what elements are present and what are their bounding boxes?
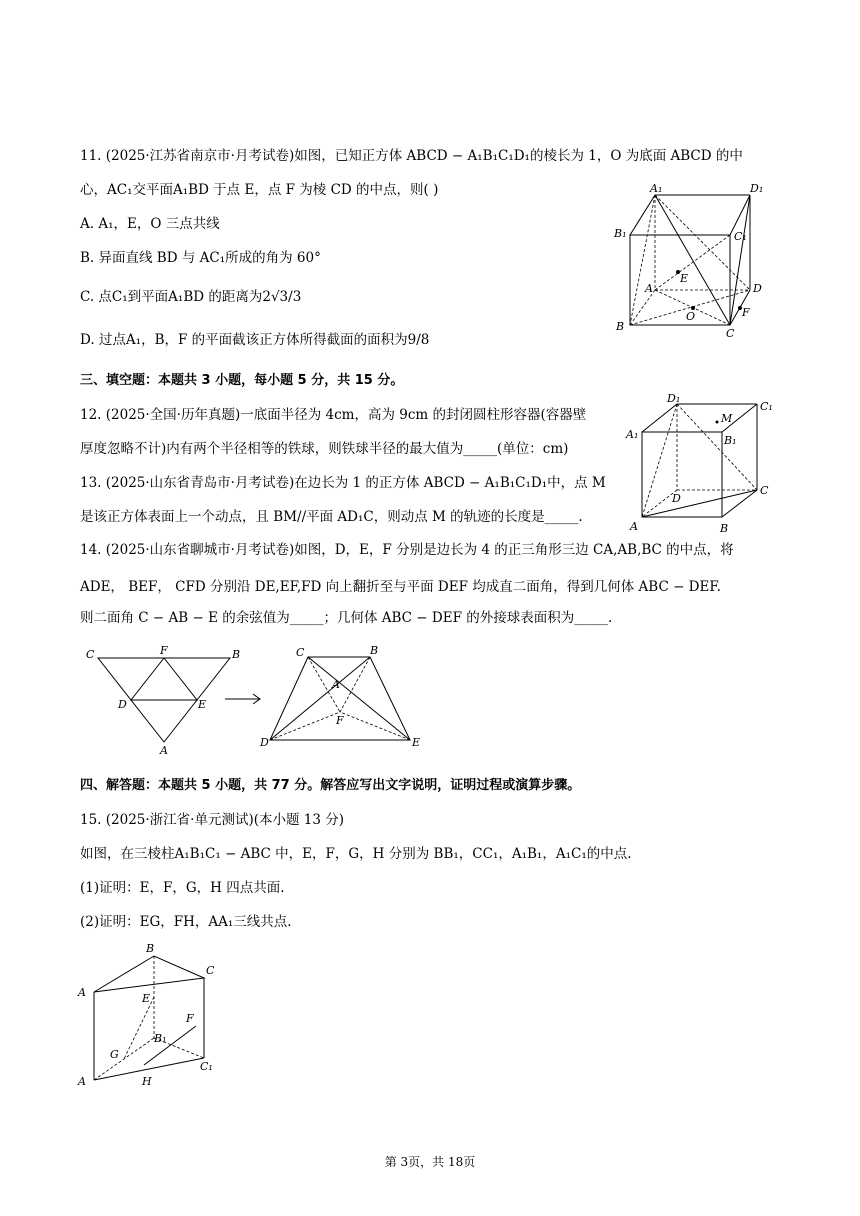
q11-line2: 心，AC₁交平面A₁BD 于点 E，点 F 为棱 CD 的中点，则( ): [80, 182, 439, 198]
svg-text:F: F: [336, 714, 344, 727]
svg-text:B₁: B₁: [154, 1032, 167, 1045]
svg-text:M: M: [721, 412, 733, 425]
svg-text:A: A: [160, 744, 168, 757]
svg-text:E: E: [142, 992, 151, 1005]
q13-line2: 是该正方体表面上一个动点，且 BM//平面 AD₁C，则动点 M 的轨迹的长度是_____.: [80, 509, 583, 525]
svg-text:B: B: [720, 522, 729, 535]
q14-folding-figure: [80, 642, 420, 757]
svg-text:C₁: C₁: [760, 400, 773, 413]
svg-text:C: C: [86, 648, 95, 661]
svg-text:A: A: [78, 1075, 86, 1088]
q14-line1: 14. (2025·山东省聊城市·月考试卷)如图，D，E，F 分别是边长为 4 的正三角形三边 CA,AB,BC 的中点，将: [80, 542, 734, 558]
svg-text:D₁: D₁: [750, 182, 764, 195]
svg-text:A₁: A₁: [650, 182, 663, 195]
svg-text:C: C: [206, 964, 215, 977]
q14-line2: ADE， BEF， CFD 分别沿 DE,EF,FD 向上翻折至与平面 DEF 均成直二面角，得到几何体 ABC − DEF.: [80, 579, 721, 595]
section3-heading: 三、填空题：本题共 3 小题，每小题 5 分，共 15 分。: [80, 373, 404, 388]
svg-text:D: D: [672, 492, 681, 505]
q15-line2: 如图，在三棱柱A₁B₁C₁ − ABC 中，E，F，G，H 分别为 BB₁，CC₁，A₁B₁，A₁C₁的中点.: [80, 846, 632, 862]
q11-option-c: C. 点C₁到平面A₁BD 的距离为2√3/3: [80, 289, 302, 305]
q15-line4: (2)证明：EG，FH，AA₁三线共点.: [80, 914, 292, 930]
svg-text:A: A: [78, 986, 86, 999]
q15-line3: (1)证明：E，F，G，H 四点共面.: [80, 880, 285, 896]
svg-text:B₁: B₁: [614, 227, 627, 240]
svg-text:A₁: A₁: [626, 428, 639, 441]
q12-line1: 12. (2025·全国·历年真题)一底面半径为 4cm，高为 9cm 的封闭圆柱形容器(容器壁: [80, 407, 587, 423]
svg-text:B₁: B₁: [724, 434, 737, 447]
q11-option-b: B. 异面直线 BD 与 AC₁所成的角为 60°: [80, 250, 321, 266]
svg-text:D₁: D₁: [667, 392, 681, 405]
svg-text:F: F: [186, 1012, 194, 1025]
svg-text:C₁: C₁: [734, 230, 747, 243]
svg-text:B: B: [146, 942, 155, 955]
q11-cube-figure: [610, 180, 770, 340]
svg-text:E: E: [412, 736, 420, 749]
svg-text:C₁: C₁: [200, 1060, 213, 1073]
svg-text:B: B: [370, 644, 379, 657]
svg-text:B: B: [616, 320, 625, 333]
svg-text:O: O: [686, 310, 696, 323]
q15-line1: 15. (2025·浙江省·单元测试)(本小题 13 分): [80, 812, 345, 828]
q15-prism-figure: [76, 940, 236, 1090]
svg-text:E: E: [680, 272, 689, 285]
svg-text:C: C: [760, 484, 769, 497]
svg-text:F: F: [742, 306, 750, 319]
svg-text:F: F: [160, 644, 168, 657]
svg-text:D: D: [260, 736, 269, 749]
q13-line1: 13. (2025·山东省青岛市·月考试卷)在边长为 1 的正方体 ABCD − A₁B₁C₁D₁中，点 M: [80, 475, 606, 491]
svg-text:A: A: [332, 678, 340, 691]
svg-text:D: D: [118, 698, 127, 711]
svg-text:D: D: [753, 282, 762, 295]
svg-text:G: G: [110, 1048, 119, 1061]
page-footer: 第 3页，共 18页: [384, 1155, 476, 1169]
svg-text:B: B: [232, 648, 241, 661]
q14-line3: 则二面角 C − AB − E 的余弦值为_____；几何体 ABC − DEF 的外接球表面积为_____.: [80, 610, 613, 626]
q13-cube-figure: [622, 392, 782, 537]
svg-text:A: A: [630, 520, 638, 533]
svg-text:C: C: [726, 327, 735, 340]
q12-line2: 厚度忽略不计)内有两个半径相等的铁球，则铁球半径的最大值为_____(单位：cm): [80, 441, 569, 457]
q11-option-a: A. A₁，E，O 三点共线: [80, 216, 220, 232]
svg-text:H: H: [142, 1075, 152, 1088]
section4-heading: 四、解答题：本题共 5 小题，共 77 分。解答应写出文字说明，证明过程或演算步骤。: [80, 778, 581, 793]
svg-text:A: A: [645, 282, 653, 295]
q11-option-d: D. 过点A₁，B，F 的平面截该正方体所得截面的面积为9/8: [80, 332, 430, 348]
q11-line1: 11. (2025·江苏省南京市·月考试卷)如图，已知正方体 ABCD − A₁B₁C₁D₁的棱长为 1，O 为底面 ABCD 的中: [80, 148, 743, 164]
svg-text:E: E: [198, 698, 207, 711]
svg-text:C: C: [296, 646, 305, 659]
